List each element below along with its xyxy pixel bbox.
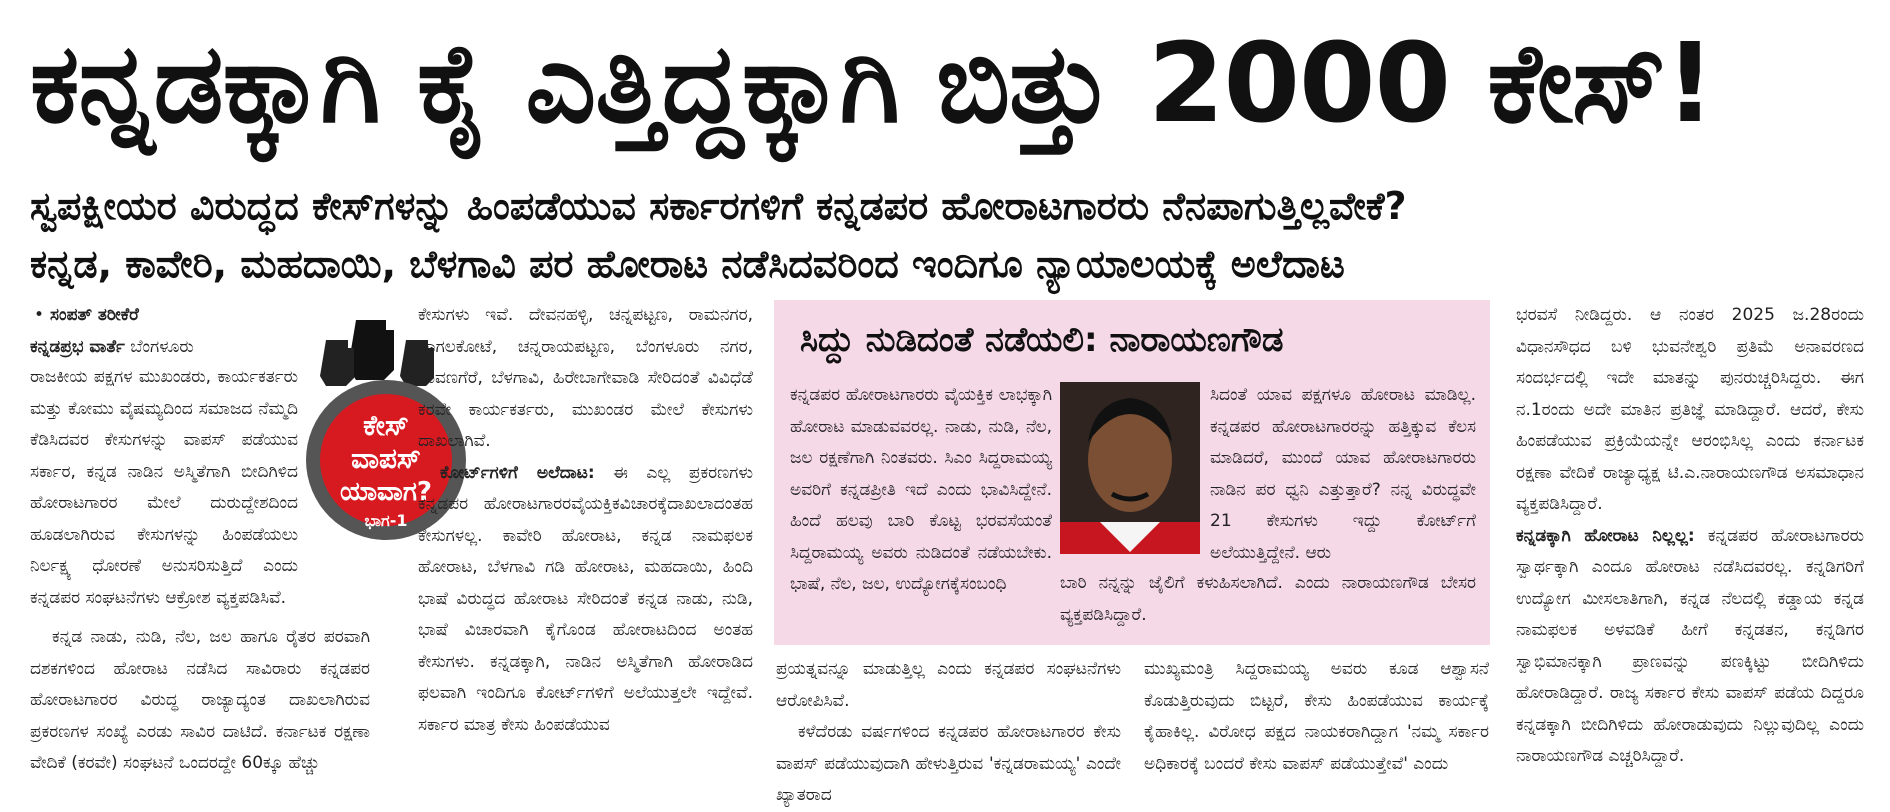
quote-panel-right-text: ಸಿದಂತೆ ಯಾವ ಪಕ್ಷಗಳೂ ಹೋರಾಟ ಮಾಡಿಲ್ಲ. ಕನ್ನಡಪರ ಹೋರಾಟಗಾರರನ್ನು ಹತ್ತಿಕ್ಕುವ ಕೆಲಸ ಮಾಡಿದರೆ, ಮುಂದೆ ಯಾವ ಹೋರಾಟಗಾರರು ನಾಡಿನ ಪರ ಧ್ವನಿ ಎತ್ತುತ್ತಾರೆ? ನನ್ನ ವಿರುದ್ಧವೇ 21 ಕೇಸುಗಳು ಇದ್ದು ಕೋರ್ಟ್‌ಗೆ ಅಲೆಯುತ್ತಿದ್ದೇನೆ. ಆರು bbox=[1210, 385, 1476, 563]
quote-panel-title: ಸಿದ್ದು ನುಡಿದಂತೆ ನಡೆಯಲಿ: ನಾರಾಯಣಗೌಡ bbox=[800, 320, 1284, 360]
column-2-subhead: ಕೋರ್ಟ್‌ಗಳಿಗೆ ಅಲೆದಾಟ: bbox=[440, 462, 595, 483]
narayanagowda-photo bbox=[1060, 382, 1200, 554]
quote-panel-bottom bbox=[1060, 568, 1476, 631]
quote-panel-left bbox=[790, 380, 1052, 601]
subheadline-1: ಸ್ವಪಕ್ಷೀಯರ ವಿರುದ್ಧದ ಕೇಸ್‌ಗಳನ್ನು ಹಿಂಪಡೆಯುವ ಸರ್ಕಾರಗಳಿಗೆ ಕನ್ನಡಪರ ಹೋರಾಟಗಾರರು ನೆನಪಾಗುತ್ತಿಲ್ಲವೇಕೆ? bbox=[30, 184, 1407, 228]
column-3 bbox=[776, 654, 1121, 812]
column-5-subhead: ಕನ್ನಡಕ್ಕಾಗಿ ಹೋರಾಟ ನಿಲ್ಲಲ್ಲ: bbox=[1516, 525, 1695, 546]
column-5-para-2 bbox=[1516, 521, 1864, 773]
badge-line-3: ಯಾವಾಗ? bbox=[339, 477, 433, 507]
column-4-para-1: ಮುಖ್ಯಮಂತ್ರಿ ಸಿದ್ದರಾಮಯ್ಯ ಅವರು ಕೂಡ ಆಶ್ವಾಸನೆ ಕೊಡುತ್ತಿರುವುದು ಬಿಟ್ಟರೆ, ಕೇಸು ಹಿಂಪಡೆಯುವ ಕಾರ್ಯಕ್ಕೆ ಕೈಹಾಕಿಲ್ಲ. ವಿರೋಧ ಪಕ್ಷದ ನಾಯಕರಾಗಿದ್ದಾಗ 'ನಮ್ಮ ಸರ್ಕಾರ ಅಧಿಕಾರಕ್ಕೆ ಬಂದರೆ ಕೇಸು ವಾಪಸ್ ಪಡೆಯುತ್ತೇವೆ' ಎಂದು bbox=[1144, 659, 1489, 774]
column-3-para-2: ಕಳೆದೆರಡು ವರ್ಷಗಳಿಂದ ಕನ್ನಡಪರ ಹೋರಾಟಗಾರರ ಕೇಸು ವಾಪಸ್ ಪಡೆಯುವುದಾಗಿ ಹೇಳುತ್ತಿರುವ 'ಕನ್ನಡರಾಮಯ್ಯ' ಎಂದೇ ಖ್ಯಾತರಾದ bbox=[776, 722, 1121, 805]
column-5-para-2-text: ಕನ್ನಡಪರ ಹೋರಾಟಗಾರರು ಸ್ವಾರ್ಥಕ್ಕಾಗಿ ಎಂದೂ ಹೋರಾಟ ನಡೆಸಿದವರಲ್ಲ. ಕನ್ನಡಿಗರಿಗೆ ಉದ್ಯೋಗ ಮೀಸಲಾತಿಗಾಗಿ, ಕನ್ನಡ ನೆಲದಲ್ಲಿ ಕಡ್ಡಾಯ ಕನ್ನಡ ನಾಮಫಲಕ ಅಳವಡಿಕೆ ಹೀಗೆ ಕನ್ನಡತನ, ಕನ್ನಡಿಗರ ಸ್ವಾಭಿಮಾನಕ್ಕಾಗಿ ಪ್ರಾಣವನ್ನು ಪಣಕ್ಕಿಟ್ಟು ಬೀದಿಗಿಳಿದು ಹೋರಾಡಿದ್ದಾರೆ. ರಾಜ್ಯ ಸರ್ಕಾರ ಕೇಸು ವಾಪಸ್ ಪಡೆಯ ದಿದ್ದರೂ ಕನ್ನಡಕ್ಕಾಗಿ ಬೀದಿಗಿಳಿದು ಹೋರಾಡುವುದು ನಿಲ್ಲುವುದಿಲ್ಲ ಎಂದು ನಾರಾಯಣಗೌಡ ಎಚ್ಚರಿಸಿದ್ದಾರೆ. bbox=[1516, 525, 1864, 766]
column-1-body-lower bbox=[30, 622, 370, 780]
column-5-para-1: ಭರವಸೆ ನೀಡಿದ್ದರು. ಆ ನಂತರ 2025 ಜ.28ರಂದು ವಿಧಾನಸೌಧದ ಬಳಿ ಭುವನೇಶ್ವರಿ ಪ್ರತಿಮೆ ಅನಾವರಣದ ಸಂದರ್ಭದಲ್ಲಿ ಇದೇ ಮಾತನ್ನು ಪುನರುಚ್ಚರಿಸಿದ್ದರು. ಈಗ ನ.1ರಂದು ಅದೇ ಮಾತಿನ ಪ್ರತಿಜ್ಞೆ ಮಾಡಿದ್ದಾರೆ. ಆದರೆ, ಕೇಸು ಹಿಂಪಡೆಯುವ ಪ್ರಕ್ರಿಯೆಯನ್ನೇ ಆರಂಭಿಸಿಲ್ಲ ಎಂದು ಕರ್ನಾಟಕ ರಕ್ಷಣಾ ವೇದಿಕೆ ರಾಜ್ಯಾಧ್ಯಕ್ಷ ಟಿ.ಎ.ನಾರಾಯಣಗೌಡ ಅಸಮಾಧಾನ ವ್ಯಕ್ತಪಡಿಸಿದ್ದಾರೆ. bbox=[1516, 305, 1864, 514]
column-3-para-1: ಪ್ರಯತ್ನವನ್ನೂ ಮಾಡುತ್ತಿಲ್ಲ ಎಂದು ಕನ್ನಡಪರ ಸಂಘಟನೆಗಳು ಆರೋಪಿಸಿವೆ. bbox=[776, 659, 1121, 711]
quote-panel-bottom-text: ಬಾರಿ ನನ್ನನ್ನು ಜೈಲಿಗೆ ಕಳುಹಿಸಲಾಗಿದೆ. ಎಂದು ನಾರಾಯಣಗೌಡ ಬೇಸರ ವ್ಯಕ್ತಪಡಿಸಿದ್ದಾರೆ. bbox=[1060, 573, 1476, 625]
dateline-agency: ಕನ್ನಡಪ್ರಭ ವಾರ್ತೆ bbox=[30, 336, 125, 357]
subheadline-2: ಕನ್ನಡ, ಕಾವೇರಿ, ಮಹದಾಯಿ, ಬೆಳಗಾವಿ ಪರ ಹೋರಾಟ ನಡೆಸಿದವರಿಂದ ಇಂದಿಗೂ ನ್ಯಾಯಾಲಯಕ್ಕೆ ಅಲೆದಾಟ bbox=[30, 242, 1345, 286]
quote-panel-right bbox=[1210, 380, 1476, 569]
quote-panel-left-text: ಕನ್ನಡಪರ ಹೋರಾಟಗಾರರು ವೈಯಕ್ತಿಕ ಲಾಭಕ್ಕಾಗಿ ಹೋರಾಟ ಮಾಡುವವರಲ್ಲ. ನಾಡು, ನುಡಿ, ನೆಲ, ಜಲ ರಕ್ಷಣೆಗಾಗಿ ನಿಂತವರು. ಸಿಎಂ ಸಿದ್ದರಾಮಯ್ಯ ಅವರಿಗೆ ಕನ್ನಡಪ್ರೀತಿ ಇದೆ ಎಂದು ಭಾವಿಸಿದ್ದೇನೆ. ಹಿಂದೆ ಹಲವು ಬಾರಿ ಕೊಟ್ಟ ಭರವಸೆಯಂತೆ ಸಿದ್ದರಾಮಯ್ಯ ಅವರು ನುಡಿದಂತೆ ನಡೆಯಬೇಕು. ಭಾಷೆ, ನೆಲ, ಜಲ, ಉದ್ಯೋಗಕ್ಕೆಸಂಬಂಧಿ bbox=[790, 385, 1052, 594]
column-2-para-1: ಕೇಸುಗಳು ಇವೆ. ದೇವನಹಳ್ಳಿ, ಚನ್ನಪಟ್ಟಣ, ರಾಮನಗರ, ಬಾಗಲಕೋಟೆ, ಚನ್ನರಾಯಪಟ್ಟಣ, ಬೆಂಗಳೂರು ನಗರ, ದಾವಣಗೆರೆ, ಬೆಳಗಾವಿ, ಹಿರೇಬಾಗೇವಾಡಿ ಸೇರಿದಂತೆ ವಿವಿಧೆಡೆ ಕರವೇ ಕಾರ್ಯಕರ್ತರು, ಮುಖಂಡರ ಮೇಲೆ ಕೇಸುಗಳು ದಾಖಲಾಗಿವೆ. bbox=[418, 305, 753, 451]
badge-line-1: ಕೇಸ್ bbox=[363, 409, 409, 442]
column-2-para-2-text: ಈ ಎಲ್ಲ ಪ್ರಕರಣಗಳು ಕನ್ನಡಪರ ಹೋರಾಟಗಾರರವೈಯಕ್ತಿಕವಿಚಾರಕ್ಕೆದಾಖಲಾದಂತಹ ಕೇಸುಗಳಲ್ಲ. ಕಾವೇರಿ ಹೋರಾಟ, ಕನ್ನಡ ನಾಮಫಲಕ ಹೋರಾಟ, ಬೆಳಗಾವಿ ಗಡಿ ಹೋರಾಟ, ಮಹದಾಯಿ, ಹಿಂದಿ ಭಾಷೆ ವಿರುದ್ಧದ ಹೋರಾಟ ಸೇರಿದಂತೆ ಕನ್ನಡ ನಾಡು, ನುಡಿ, ಭಾಷೆ ವಿಚಾರವಾಗಿ ಕೈಗೊಂಡ ಹೋರಾಟದಿಂದ ಅಂತಹ ಕೇಸುಗಳು. ಕನ್ನಡಕ್ಕಾಗಿ, ನಾಡಿನ ಅಸ್ಮಿತೆಗಾಗಿ ಹೋರಾಡಿದ ಫಲವಾಗಿ ಇಂದಿಗೂ ಕೋರ್ಟ್‌ಗಳಿಗೆ ಅಲೆಯುತ್ತಲೇ ಇದ್ದೇವೆ. ಸರ್ಕಾರ ಮಾತ್ರ ಕೇಸು ಹಿಂಪಡೆಯುವ bbox=[418, 462, 754, 735]
column-4 bbox=[1144, 654, 1489, 780]
column-5 bbox=[1516, 300, 1864, 773]
column-1-para-2: ಕನ್ನಡ ನಾಡು, ನುಡಿ, ನೆಲ, ಜಲ ಹಾಗೂ ರೈತರ ಪರವಾಗಿ ದಶಕಗಳಿಂದ ಹೋರಾಟ ನಡೆಸಿದ ಸಾವಿರಾರು ಕನ್ನಡಪರ ಹೋರಾಟಗಾರರ ವಿರುದ್ಧ ರಾಜ್ಯಾದ್ಯಂತ ದಾಖಲಾಗಿರುವ ಪ್ರಕರಣಗಳ ಸಂಖ್ಯೆ ಎರಡು ಸಾವಿರ ದಾಟಿದೆ. ಕರ್ನಾಟಕ ರಕ್ಷಣಾ ವೇದಿಕೆ (ಕರವೇ) ಸಂಘಟನೆ ಒಂದರದ್ದೇ 60ಕ್ಕೂ ಹೆಚ್ಚು bbox=[30, 627, 370, 773]
dateline-place: ಬೆಂಗಳೂರು bbox=[130, 336, 194, 357]
portrait-image bbox=[1060, 382, 1200, 554]
column-2 bbox=[418, 300, 753, 741]
badge-line-2: ವಾಪಸ್ bbox=[351, 442, 421, 475]
column-1-para-1: ರಾಜಕೀಯ ಪಕ್ಷಗಳ ಮುಖಂಡರು, ಕಾರ್ಯಕರ್ತರು ಮತ್ತು ಕೋಮು ವೈಷಮ್ಯದಿಂದ ಸಮಾಜದ ನೆಮ್ಮದಿ ಕೆಡಿಸಿದವರ ಕೇಸುಗಳನ್ನು ವಾಪಸ್ ಪಡೆಯುವ ಸರ್ಕಾರ, ಕನ್ನಡ ನಾಡಿನ ಅಸ್ಮಿತೆಗಾಗಿ ಬೀದಿಗಿಳಿದ ಹೋರಾಟಗಾರರ ಮೇಲೆ ದುರುದ್ದೇಶದಿಂದ ಹೂಡಲಾಗಿರುವ ಕೇಸುಗಳನ್ನು ಹಿಂಪಡೆಯಲು ನಿರ್ಲಕ್ಷ್ಯ ಧೋರಣೆ ಅನುಸರಿಸುತ್ತಿದೆ ಎಂದು ಕನ್ನಡಪರ ಸಂಘಟನೆಗಳು ಆಕ್ರೋಶ ವ್ಯಕ್ತಪಡಿಸಿವೆ. bbox=[30, 367, 298, 608]
byline-author: ಸಂಪತ್ ತರೀಕೆರೆ bbox=[50, 305, 139, 325]
raised-fists-icon bbox=[320, 320, 434, 386]
byline-bullet: • bbox=[34, 305, 45, 325]
headline: ಕನ್ನಡಕ್ಕಾಗಿ ಕೈ ಎತ್ತಿದ್ದಕ್ಕಾಗಿ ಬಿತ್ತು 2000 ಕೇಸ್! bbox=[30, 19, 1715, 147]
column-1-body bbox=[30, 362, 298, 614]
badge-part: ಭಾಗ-1 bbox=[364, 511, 408, 530]
column-2-para-2 bbox=[418, 458, 753, 742]
